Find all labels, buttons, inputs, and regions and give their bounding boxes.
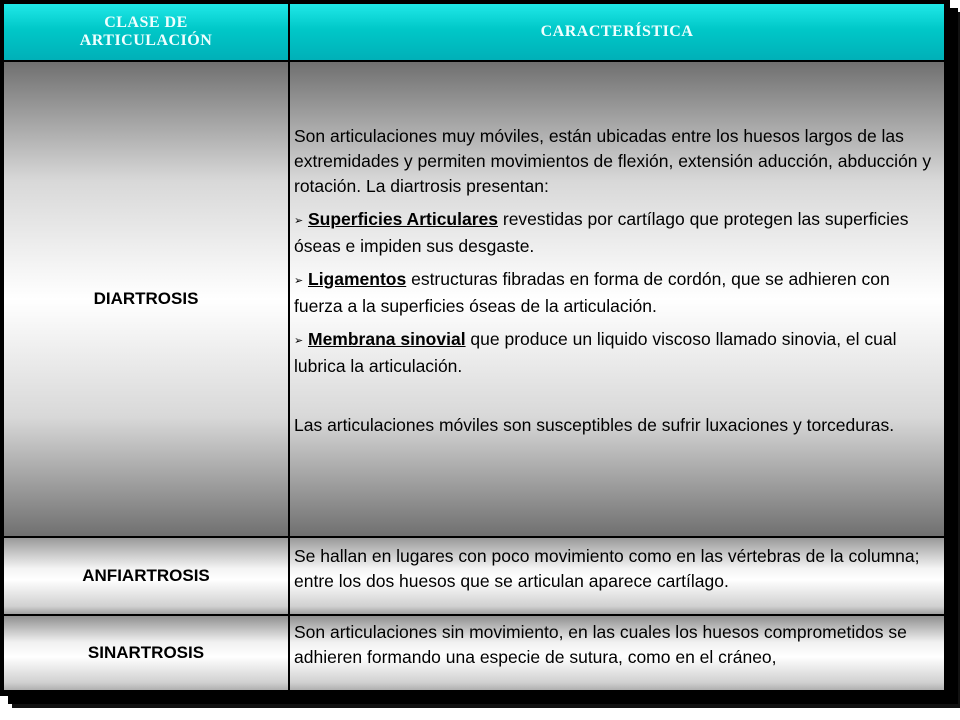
description-cell [290,62,944,536]
bullet-item [294,207,938,259]
header-clase-line2: ARTICULACIÓN [79,32,213,49]
label-cell [4,538,290,614]
outro-text: Las articulaciones móviles son susceptibles de sufrir luxaciones y torceduras. [294,415,895,435]
header-caracteristica: CARACTERÍSTICA [540,23,694,40]
label-cell [4,616,290,690]
intro-text: Son articulaciones muy móviles, están ubicadas entre los huesos largos de las extremidades y permiten movimientos de flexión, extensión aducción, abducción y rotación. La diartrosis presentan: [294,126,932,196]
arrow-bullet-icon: ➢ [294,335,304,347]
table-row-sinartrosis [4,616,944,690]
arrow-bullet-icon: ➢ [294,275,304,287]
row-label: DIARTROSIS [93,289,199,308]
bullet-term: Ligamentos [308,269,407,289]
header-clase [4,4,290,60]
table-row-anfiartrosis [4,538,944,616]
description-cell: Se hallan en lugares con poco movimiento como en las vértebras de la columna; entre los dos huesos que se articulan aparece cartílago. [294,546,920,591]
arrow-bullet-icon: ➢ [294,215,304,227]
description-cell: Son articulaciones sin movimiento, en las cuales los huesos comprometidos se adhieren formando una especie de sutura, como en el cráneo, [294,622,907,667]
bullet-text: estructuras fibradas en forma de cordón, que se adhieren con fuerza a la superficies óseas de la articulación. [294,269,890,316]
row-label: ANFIARTROSIS [82,566,210,585]
table-row-diartrosis [4,62,944,538]
bullet-term: Superficies Articulares [308,209,498,229]
bullet-text: que produce un liquido viscoso llamado sinovia, el cual lubrica la articulación. [294,329,897,376]
bullet-term: Membrana sinovial [308,329,466,349]
header-clase-line1: CLASE DE [104,14,188,31]
row-label: SINARTROSIS [87,643,205,662]
joints-table [4,4,944,690]
table-header-row [4,4,944,62]
label-cell [4,62,290,536]
bullet-item [294,267,938,319]
bullet-item [294,327,938,379]
bullet-text: revestidas por cartílago que protegen las superficies óseas e impiden sus desgaste. [294,209,909,256]
